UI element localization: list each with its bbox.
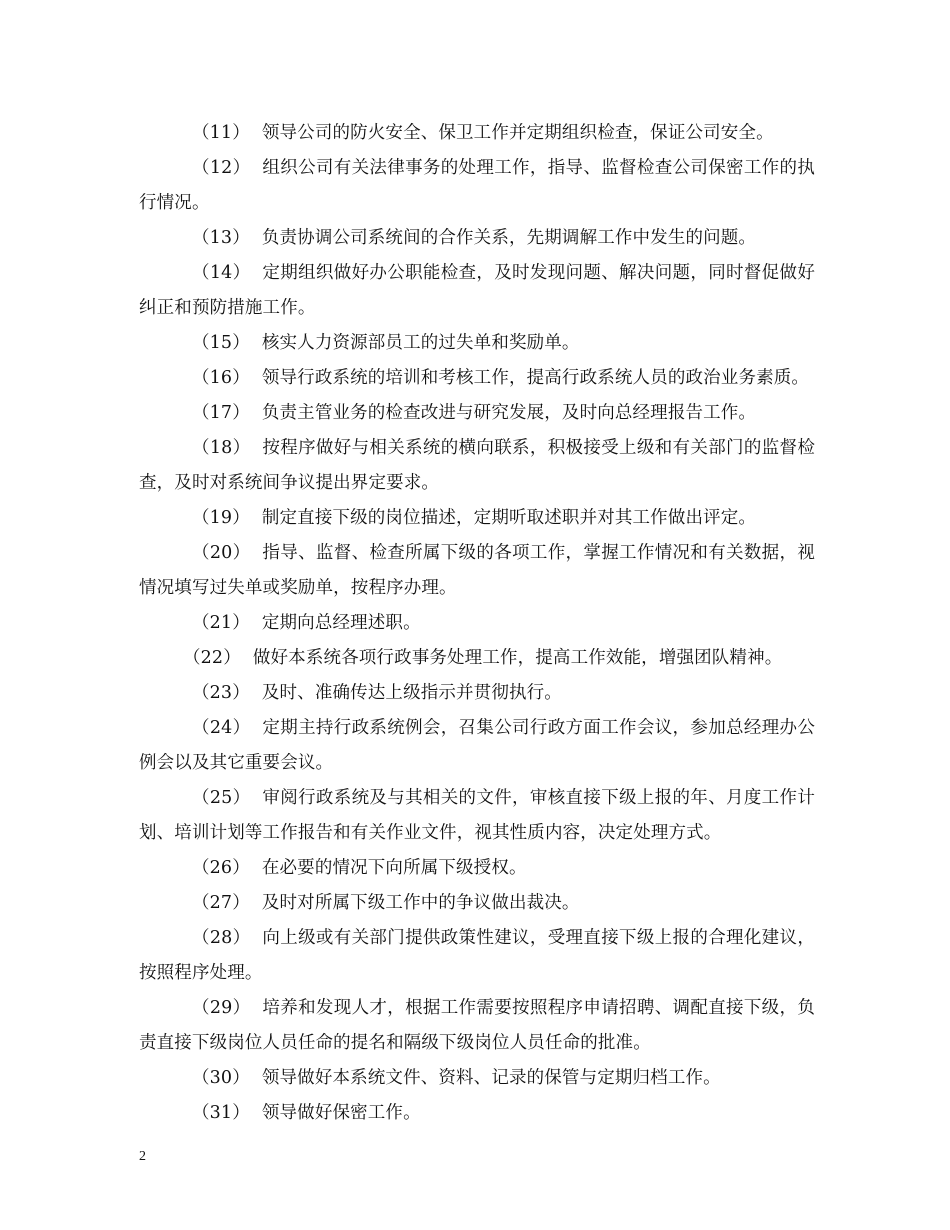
list-item [139,921,815,991]
item-text: 领导行政系统的培训和考核工作，提高行政系统人员的政治业务素质。 [261,368,810,388]
list-item [139,221,815,256]
item-text: 组织公司有关法律事务的处理工作，指导、监督检查公司保密工作的执行情况。 [139,158,815,213]
item-text: 及时对所属下级工作中的争议做出裁决。 [261,893,580,913]
list-item [139,256,815,326]
item-number: （22） [183,648,241,668]
list-item [139,641,815,676]
document-body [139,116,815,1131]
item-text: 制定直接下级的岗位描述，定期听取述职并对其工作做出评定。 [261,508,757,528]
item-text: 培养和发现人才，根据工作需要按照程序申请招聘、调配直接下级，负责直接下级岗位人员任命的提名和隔级下级岗位人员任命的批准。 [139,998,815,1053]
item-number: （16） [192,368,250,388]
item-text: 负责主管业务的检查改进与研究发展，及时向总经理报告工作。 [261,403,757,423]
item-number: （29） [192,998,251,1018]
item-number: （26） [192,858,250,878]
list-item [139,431,815,501]
item-number: （14） [192,263,251,283]
list-item [139,711,815,781]
list-item [139,781,815,851]
item-text: 领导做好保密工作。 [261,1103,421,1123]
item-number: （18） [192,438,251,458]
list-item [139,536,815,606]
list-item [139,1096,815,1131]
page-number: 2 [139,1149,146,1164]
list-item [139,326,815,361]
item-number: （20） [192,543,251,563]
item-text: 按程序做好与相关系统的横向联系，积极接受上级和有关部门的监督检查，及时对系统间争议提出界定要求。 [139,438,815,493]
list-item [139,606,815,641]
item-number: （30） [192,1068,250,1088]
item-number: （27） [192,893,250,913]
list-item [139,851,815,886]
item-number: （23） [192,683,250,703]
item-number: （21） [192,613,250,633]
item-text: 定期主持行政系统例会，召集公司行政方面工作会议，参加总经理办公例会以及其它重要会议。 [139,718,815,773]
item-number: （25） [192,788,251,808]
item-text: 指导、监督、检查所属下级的各项工作，掌握工作情况和有关数据，视情况填写过失单或奖励单，按程序办理。 [139,543,815,598]
list-item [139,676,815,711]
item-text: 领导做好本系统文件、资料、记录的保管与定期归档工作。 [261,1068,721,1088]
item-text: 及时、准确传达上级指示并贯彻执行。 [261,683,562,703]
list-item [139,991,815,1061]
list-item [139,886,815,921]
item-number: （28） [192,928,251,948]
list-item [139,361,815,396]
item-text: 做好本系统各项行政事务处理工作，提高工作效能，增强团队精神。 [252,648,783,668]
item-number: （17） [192,403,250,423]
item-number: （24） [192,718,251,738]
list-item [139,116,815,151]
item-number: （15） [192,333,250,353]
item-number: （31） [192,1103,250,1123]
item-text: 在必要的情况下向所属下级授权。 [261,858,527,878]
item-number: （13） [192,228,250,248]
item-text: 审阅行政系统及与其相关的文件，审核直接下级上报的年、月度工作计划、培训计划等工作报告和有关作业文件，视其性质内容，决定处理方式。 [139,788,815,843]
item-text: 核实人力资源部员工的过失单和奖励单。 [261,333,580,353]
list-item [139,501,815,536]
item-number: （11） [192,123,250,143]
item-text: 领导公司的防火安全、保卫工作并定期组织检查，保证公司安全。 [261,123,774,143]
item-text: 负责协调公司系统间的合作关系，先期调解工作中发生的问题。 [261,228,757,248]
list-item [139,396,815,431]
item-number: （12） [192,158,251,178]
list-item [139,1061,815,1096]
item-text: 向上级或有关部门提供政策性建议，受理直接下级上报的合理化建议，按照程序处理。 [139,928,815,983]
item-text: 定期组织做好办公职能检查，及时发现问题、解决问题，同时督促做好纠正和预防措施工作。 [139,263,815,318]
list-item [139,151,815,221]
item-text: 定期向总经理述职。 [261,613,421,633]
item-number: （19） [192,508,250,528]
